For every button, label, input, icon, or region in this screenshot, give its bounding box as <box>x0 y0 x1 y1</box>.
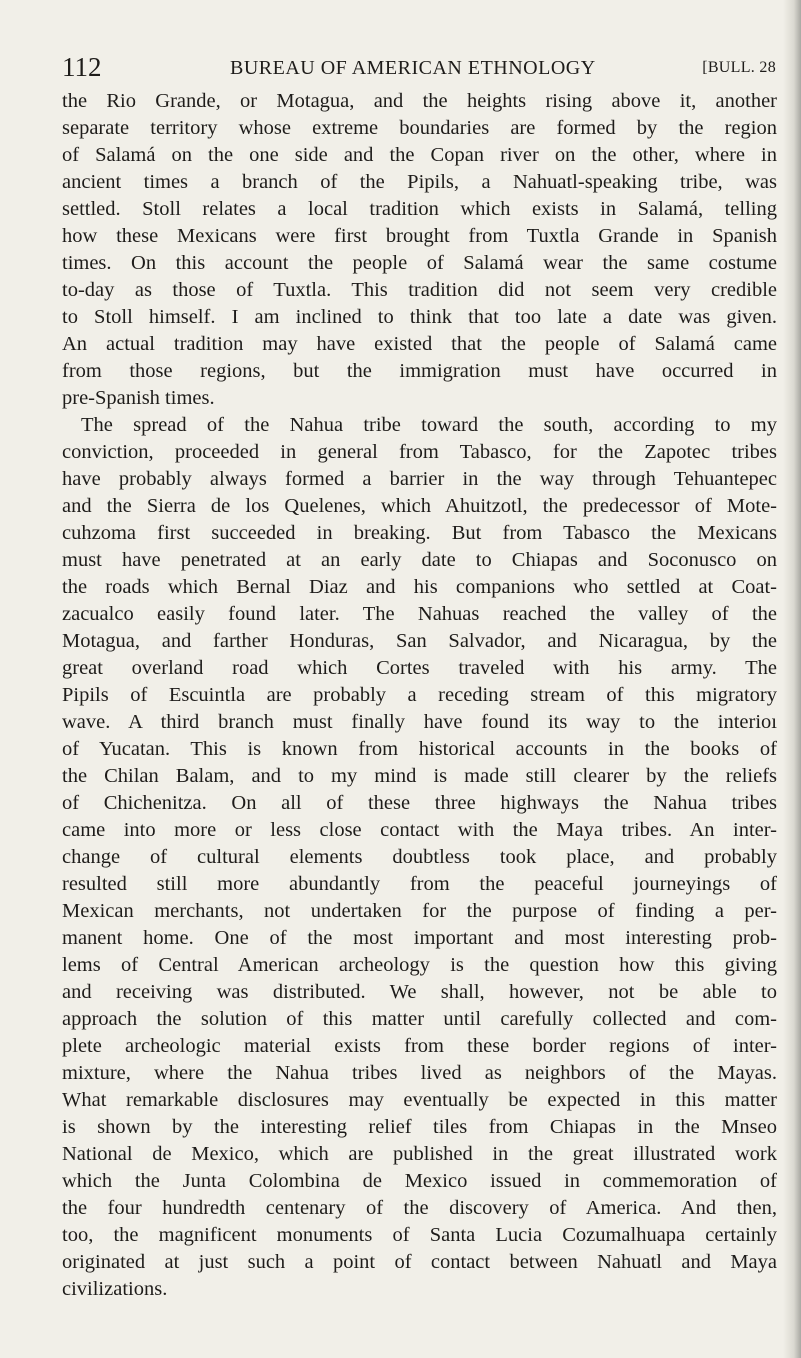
text-line: the Rio Grande, or Motagua, and the heights rising above it, another <box>62 90 777 112</box>
text-line: manent home. One of the most important and most interesting prob- <box>62 927 777 949</box>
text-line: and the Sierra de los Quelenes, which Ahuitzotl, the predecessor of Mote- <box>62 495 777 517</box>
text-line: the four hundredth centenary of the discovery of America. And then, <box>62 1197 777 1219</box>
paragraph-end-line: pre-Spanish times. <box>62 387 215 409</box>
text-line: plete archeologic material exists from these border regions of inter- <box>62 1035 777 1057</box>
text-line: of Chichenitza. On all of these three highways the Nahua tribes <box>62 792 777 814</box>
text-line: Mexican merchants, not undertaken for the purpose of finding a per- <box>62 900 777 922</box>
text-line: wave. A third branch must finally have found its way to the interioı <box>62 711 777 733</box>
text-line: and receiving was distributed. We shall, however, not be able to <box>62 981 777 1003</box>
running-title: BUREAU OF AMERICAN ETHNOLOGY <box>230 57 596 79</box>
text-line: of Yucatan. This is known from historical accounts in the books of <box>62 738 777 760</box>
text-line: have probably always formed a barrier in the way through Tehuantepec <box>62 468 777 490</box>
text-line: the Chilan Balam, and to my mind is made still clearer by the reliefs <box>62 765 777 787</box>
text-line: how these Mexicans were first brought from Tuxtla Grande in Spanish <box>62 225 777 247</box>
text-line: the roads which Bernal Diaz and his companions who settled at Coat- <box>62 576 777 598</box>
text-line: too, the magnificent monuments of Santa Lucia Cozumalhuapa certainly <box>62 1224 777 1246</box>
text-line: National de Mexico, which are published in the great illustrated work <box>62 1143 777 1165</box>
text-line: mixture, where the Nahua tribes lived as neighbors of the Mayas. <box>62 1062 777 1084</box>
text-line: lems of Central American archeology is the question how this giving <box>62 954 777 976</box>
text-line: cuhzoma first succeeded in breaking. But from Tabasco the Mexicans <box>62 522 777 544</box>
text-line: settled. Stoll relates a local tradition which exists in Salamá, telling <box>62 198 777 220</box>
text-line: approach the solution of this matter until carefully collected and com- <box>62 1008 777 1030</box>
text-line: originated at just such a point of contact between Nahuatl and Maya <box>62 1251 777 1273</box>
text-line: is shown by the interesting relief tiles from Chiapas in the Mnseo <box>62 1116 777 1138</box>
text-line: must have penetrated at an early date to Chiapas and Soconusco on <box>62 549 777 571</box>
text-line: Pipils of Escuintla are probably a receding stream of this migratory <box>62 684 777 706</box>
text-line: came into more or less close contact with the Maya tribes. An inter- <box>62 819 777 841</box>
text-line: from those regions, but the immigration must have occurred in <box>62 360 777 382</box>
text-line: to Stoll himself. I am inclined to think that too late a date was given. <box>62 306 777 328</box>
page-edge-shadow <box>783 0 801 1358</box>
text-line: Motagua, and farther Honduras, San Salvador, and Nicaragua, by the <box>62 630 777 652</box>
text-line: which the Junta Colombina de Mexico issued in commemoration of <box>62 1170 777 1192</box>
text-line: change of cultural elements doubtless took place, and probably <box>62 846 777 868</box>
text-line: ancient times a branch of the Pipils, a Nahuatl-speaking tribe, was <box>62 171 777 193</box>
text-line: times. On this account the people of Salamá wear the same costume <box>62 252 777 274</box>
text-line: separate territory whose extreme boundaries are formed by the region <box>62 117 777 139</box>
text-line: What remarkable disclosures may eventually be expected in this matter <box>62 1089 777 1111</box>
text-line: conviction, proceeded in general from Tabasco, for the Zapotec tribes <box>62 441 777 463</box>
text-line: to-day as those of Tuxtla. This tradition did not seem very credible <box>62 279 777 301</box>
body-text <box>62 88 777 1303</box>
running-head <box>62 50 776 84</box>
text-line: great overland road which Cortes traveled with his army. The <box>62 657 777 679</box>
page-number: 112 <box>62 52 102 82</box>
paragraph-first-line: The spread of the Nahua tribe toward the south, according to my <box>81 414 777 436</box>
text-line: resulted still more abundantly from the peaceful journeyings of <box>62 873 777 895</box>
text-line: zacualco easily found later. The Nahuas reached the valley of the <box>62 603 777 625</box>
text-line: An actual tradition may have existed that the people of Salamá came <box>62 333 777 355</box>
paragraph-end-line: civilizations. <box>62 1278 168 1300</box>
text-line: of Salamá on the one side and the Copan river on the other, where in <box>62 144 777 166</box>
bulletin-reference: [BULL. 28 <box>702 59 776 76</box>
